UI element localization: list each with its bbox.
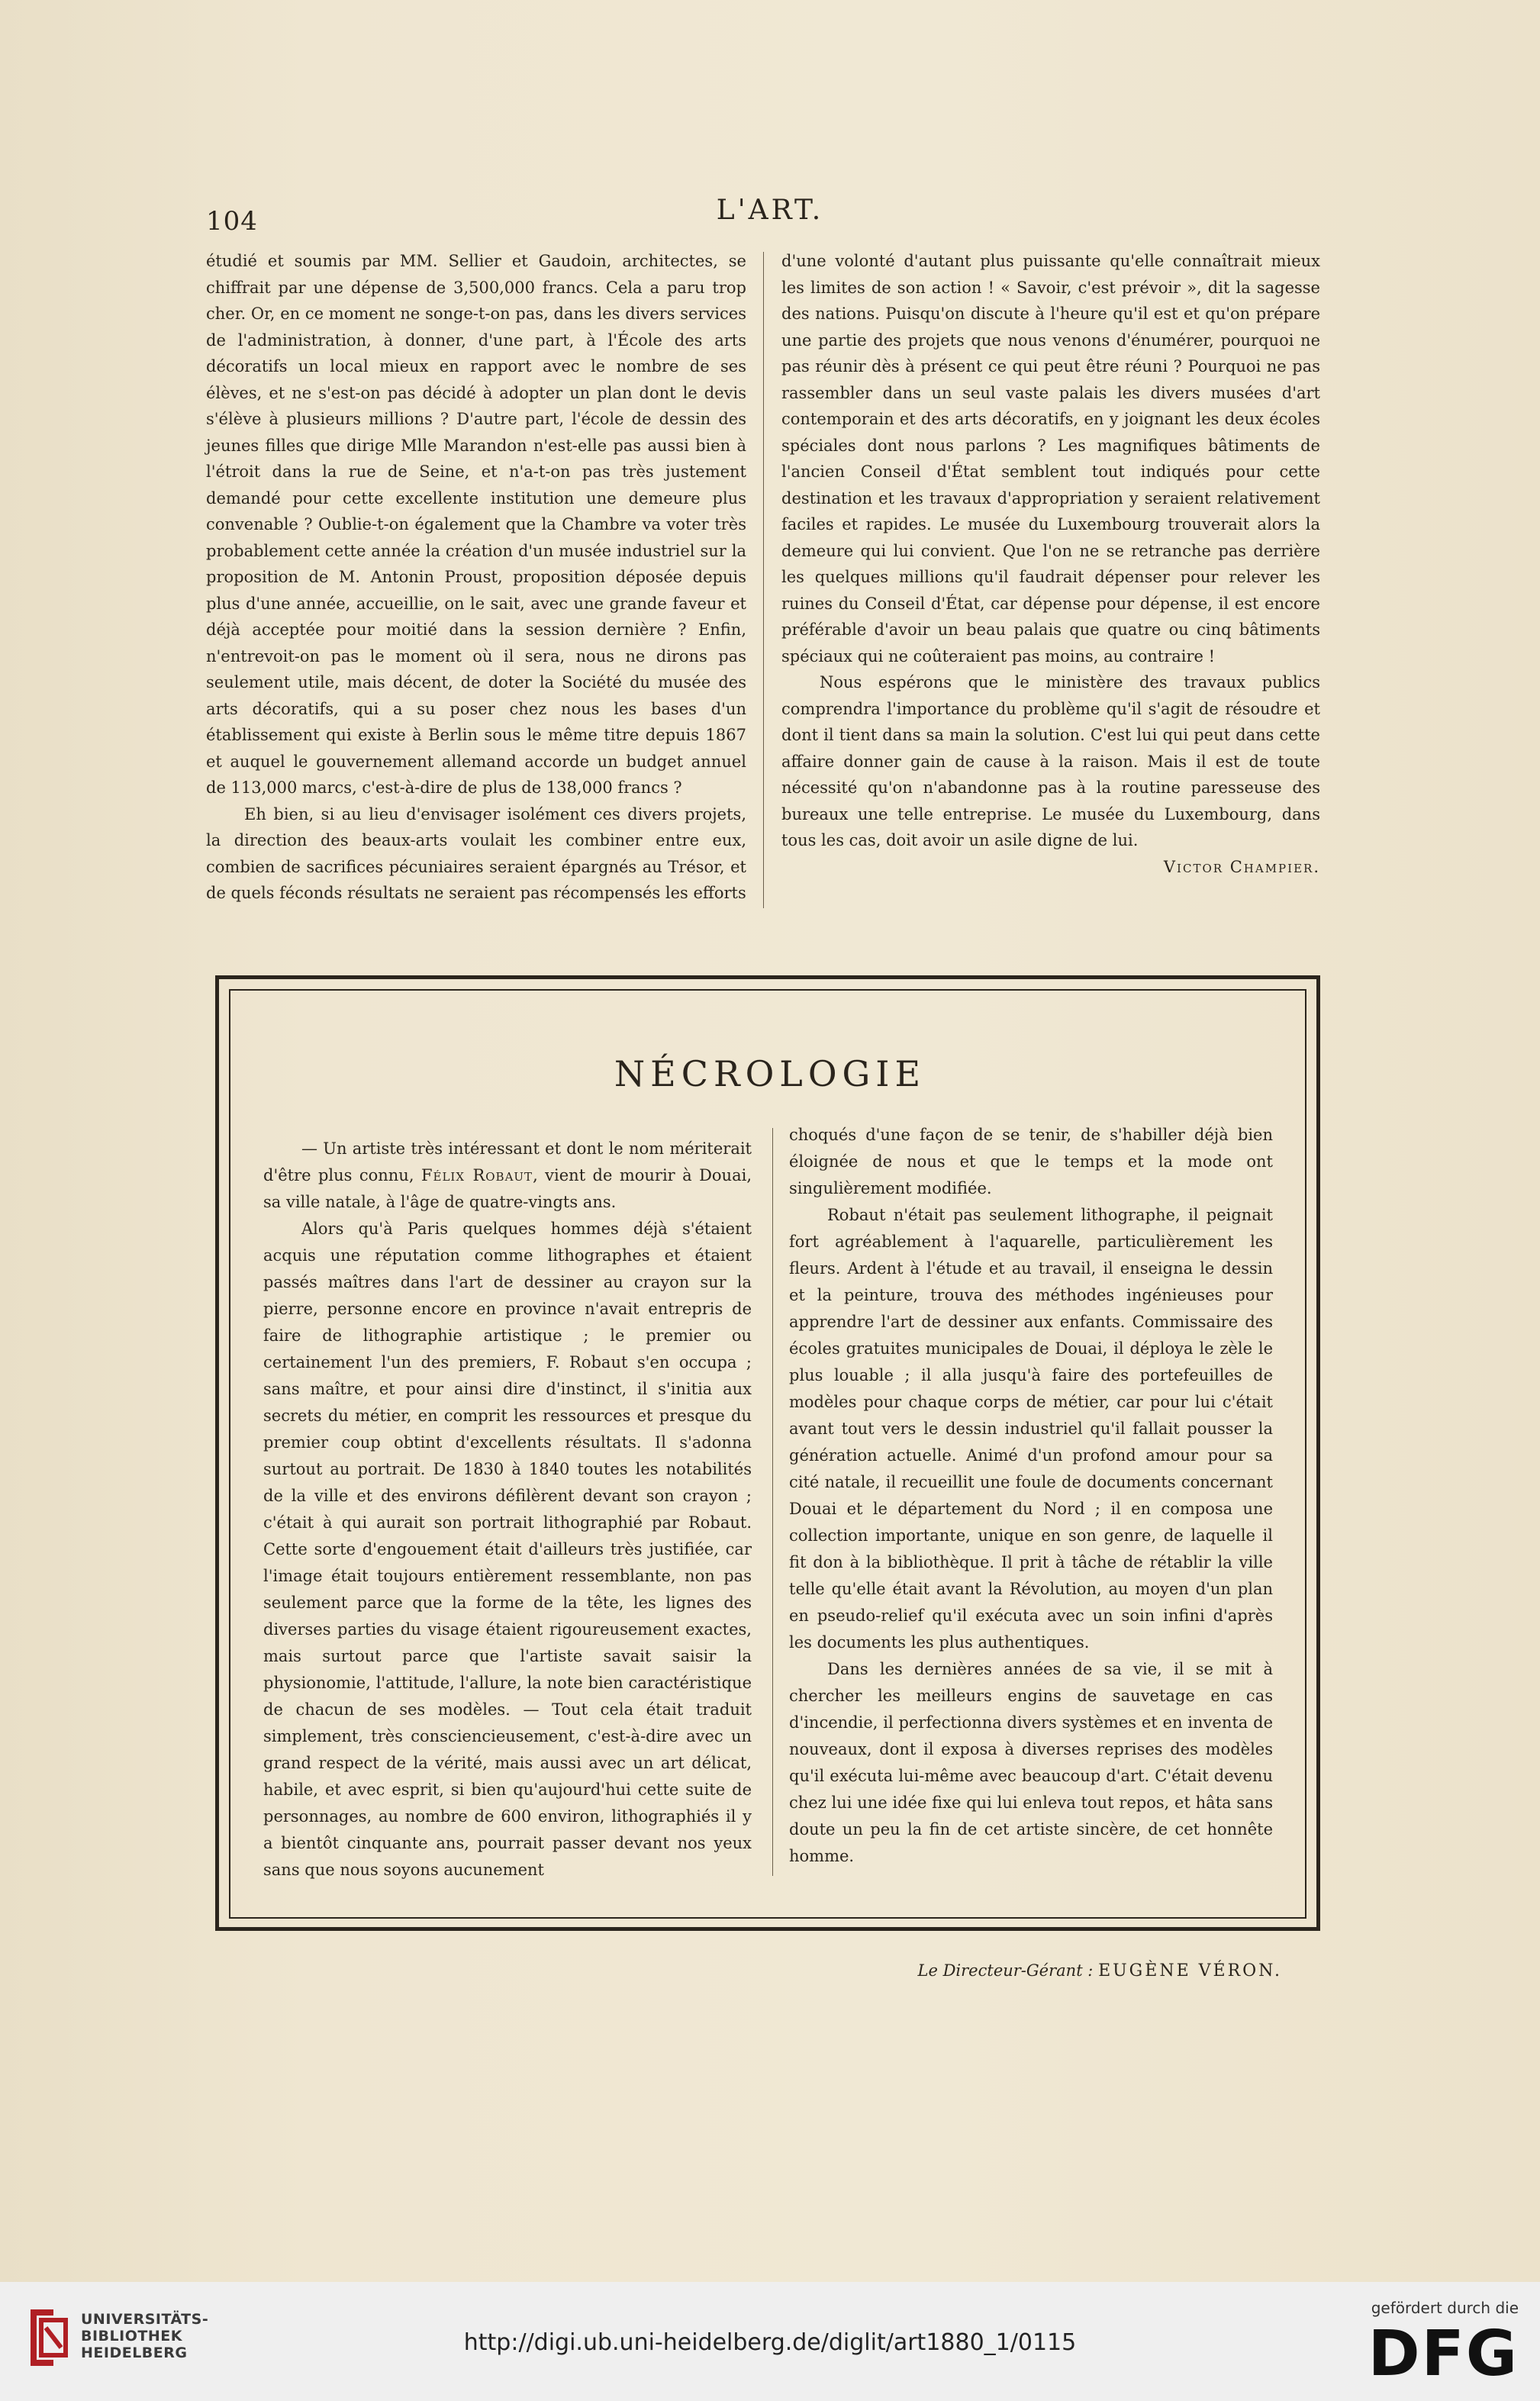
dfg-logo: DFG <box>1368 2318 1519 2390</box>
obituary-right-paragraph-2: Robaut n'était pas seulement lithographe, il peignait fort agréablement à l'aquarelle, particulièrement les fleurs. Ardent à l'étude et au travail, il enseigna le dessin et la peinture, trouva des méthodes ingénieuses pour apprendre l'art de dessiner aux enfants. Commissaire des écoles gratuites municipales de Douai, il déploya le zèle le plus louable ; il alla jusqu'à faire des portefeuilles de modèles pour chaque corps de métier, car pour lui c'était avant tout vers le dessin industriel qu'il fallait pousser la génération actuelle. Animé d'un profond amour pour sa cité natale, il recueillit une foule de documents concernant Douai et le département du Nord ; il en composa une collection importante, unique en son genre, de laquelle il fit don à la bibliothèque. Il prit à tâche de rétablir la ville telle qu'elle était avant la Révolution, au moyen d'un plan en pseudo-relief qu'il exécuta avec un soin infini d'après les documents les plus authentiques. <box>789 1206 1273 1652</box>
obituary-intro-rest: , vient de mourir à Douai, sa ville natale, à l'âge de quatre-vingts ans. <box>263 1166 752 1211</box>
obituary-right-paragraph-1: choqués d'une façon de se tenir, de s'habiller déjà bien éloignée de nous et que le temps et la mode ont singulièrement modifiée. <box>789 1126 1273 1197</box>
article-right-paragraph-2: Nous espérons que le ministère des travaux publics comprendra l'importance du problème qu'il s'agit de résoudre et dont il tient dans sa main la solution. C'est lui qui peut dans cette affaire donner gain de cause à la raison. Mais il est de toute nécessité qu'on n'abandonne pas à la routine paresseuse des bureaux une telle entreprise. Le musée du Luxembourg, dans tous les cas, doit avoir un asile digne de lui. <box>781 673 1320 849</box>
article-signature: Victor Champier. <box>1163 857 1320 876</box>
logo-line-2: BIBLIOTHEK <box>81 2328 182 2345</box>
artist-name: Félix Robaut <box>420 1166 533 1184</box>
article-left-paragraph-2: Eh bien, si au lieu d'envisager isolément ces divers projets, la direction des beaux-arts voulait les combiner entre eux, combien de sacrifices pécuniaires seraient épargnés au Trésor, et de quels féconds résultats ne seraient pas récompensés les efforts <box>206 804 746 902</box>
obituary-paragraph-1 <box>263 1136 752 1216</box>
obituary-right-paragraph-3: Dans les dernières années de sa vie, il se mit à chercher les meilleurs engins de sauvetage en cas d'incendie, il perfectionna divers systèmes et en inventa de nouveaux, dont il exposa à diverses reprises des modèles qu'il exécuta lui-même avec beaucoup d'art. C'était devenu chez lui une idée fixe qui lui enleva tout repos, et hâta sans doute un peu la fin de cet artiste sincère, de cet honnête homme. <box>789 1660 1273 1865</box>
obituary-title: NÉCROLOGIE <box>614 1053 926 1094</box>
director-name: EUGÈNE VÉRON. <box>1098 1961 1282 1980</box>
permalink-url[interactable]: http://digi.ub.uni-heidelberg.de/diglit/art1880_1/0115 <box>463 2329 1077 2356</box>
viewer-footer <box>0 2282 1540 2401</box>
obituary-right-column <box>789 1122 1273 1870</box>
funded-by-label: gefördert durch die <box>1371 2299 1519 2317</box>
logo-line-3: HEIDELBERG <box>81 2345 188 2361</box>
obituary-intro: — Un artiste très intéressant et dont le nom mériterait d'être plus connu, <box>263 1139 752 1184</box>
colophon <box>855 1961 1282 1980</box>
director-role: Le Directeur-Gérant : <box>917 1961 1094 1980</box>
obituary-left-column <box>263 1136 752 1884</box>
article-left-column <box>206 248 746 907</box>
page-number: 104 <box>206 206 258 237</box>
obituary-column-divider <box>772 1128 773 1876</box>
article-left-paragraph-1: étudié et soumis par MM. Sellier et Gaudoin, architectes, se chiffrait par une dépense de 3,500,000 francs. Cela a paru trop cher. Or, en ce moment ne songe-t-on pas, dans les divers services de l'administration, à donner, d'une part, à l'École des arts décoratifs un local mieux en rapport avec le nombre de ses élèves, et ne s'est-on pas décidé à adopter un plan dont le devis s'élève à plusieurs millions ? D'autre part, l'école de dessin des jeunes filles que dirige Mlle Marandon n'est-elle pas aussi bien à l'étroit dans la rue de Seine, et n'a-t-on pas très justement demandé pour cette excellente institution une demeure plus convenable ? Oublie-t-on également que la Chambre va voter très probablement cette année la création d'un musée industriel sur la proposition de M. Antonin Proust, proposition déposée depuis plus d'une année, accueillie, on le sait, avec une grande faveur et déjà acceptée pour moitié dans la session dernière ? Enfin, n'entrevoit-on pas le moment où il sera, nous ne dirons pas seulement utile, mais décent, de doter la Société du musée des arts décoratifs, qui a su poser chez nous les bases d'un établissement qui existe à Berlin sous le même titre depuis 1867 et auquel le gouvernement allemand accorde un budget annuel de 113,000 marcs, c'est-à-dire de plus de 138,000 francs ? <box>206 252 746 797</box>
obituary-paragraph-2: Alors qu'à Paris quelques hommes déjà s'étaient acquis une réputation comme lithographes et étaient passés maîtres dans l'art de dessiner au crayon sur la pierre, personne encore en province n'avait entrepris de faire de lithographie artistique ; le premier ou certainement l'un des premiers, F. Robaut s'en occupa ; sans maître, et pour ainsi dire d'instinct, il s'initia aux secrets du métier, en comprit les ressources et presque du premier coup obtint d'excellents résultats. Il s'adonna surtout au portrait. De 1830 à 1840 toutes les notabilités de la ville et des environs défilèrent devant son crayon ; c'était à qui aurait son portrait lithographié par Robaut. Cette sorte d'engouement était d'ailleurs très justifiée, car l'image était toujours entièrement ressemblante, non pas seulement parce que la forme de la tête, les lignes des diverses parties du visage étaient rigoureusement exactes, mais surtout parce que l'artiste savait saisir la physionomie, l'attitude, l'allure, la note bien caractéristique de chacun de ses modèles. — Tout cela était traduit simplement, très consciencieusement, c'est-à-dire avec un grand respect de la vérité, mais aussi avec un art délicat, habile, et avec esprit, si bien qu'aujourd'hui cette suite de personnages, au nombre de 600 environ, lithographiés il y a bientôt cinquante ans, pourrait passer devant nos yeux sans que nous soyons aucunement <box>263 1220 752 1879</box>
logo-line-1: UNIVERSITÄTS- <box>81 2311 209 2328</box>
column-divider <box>763 252 764 908</box>
running-head: L'ART. <box>716 195 824 226</box>
article-right-paragraph-1: d'une volonté d'autant plus puissante qu'elle connaîtrait mieux les limites de son action ! « Savoir, c'est prévoir », dit la sagesse des nations. Puisqu'on discute à l'heure qu'il est et qu'on prépare une partie des projets que nous venons d'énumérer, pourquoi ne pas réunir dès à présent ce qui peut être réuni ? Pourquoi ne pas rassembler dans un seul vaste palais les divers musées d'art contemporain et des arts décoratifs, en y joignant les deux écoles spéciales dont nous parlons ? Les magnifiques bâtiments de l'ancien Conseil d'État semblent tout indiqués pour cette destination et les travaux d'appropriation y seraient relativement faciles et rapides. Le musée du Luxembourg trouverait alors la demeure qui lui convient. Que l'on ne se retranche pas derrière les quelques millions qu'il faudrait dépenser pour relever les ruines du Conseil d'État, car dépense pour dépense, il est encore préférable d'avoir un beau palais que quatre ou cinq bâtiments spéciaux qui ne coûteraient pas moins, au contraire ! <box>781 252 1320 666</box>
article-right-column <box>781 248 1320 880</box>
